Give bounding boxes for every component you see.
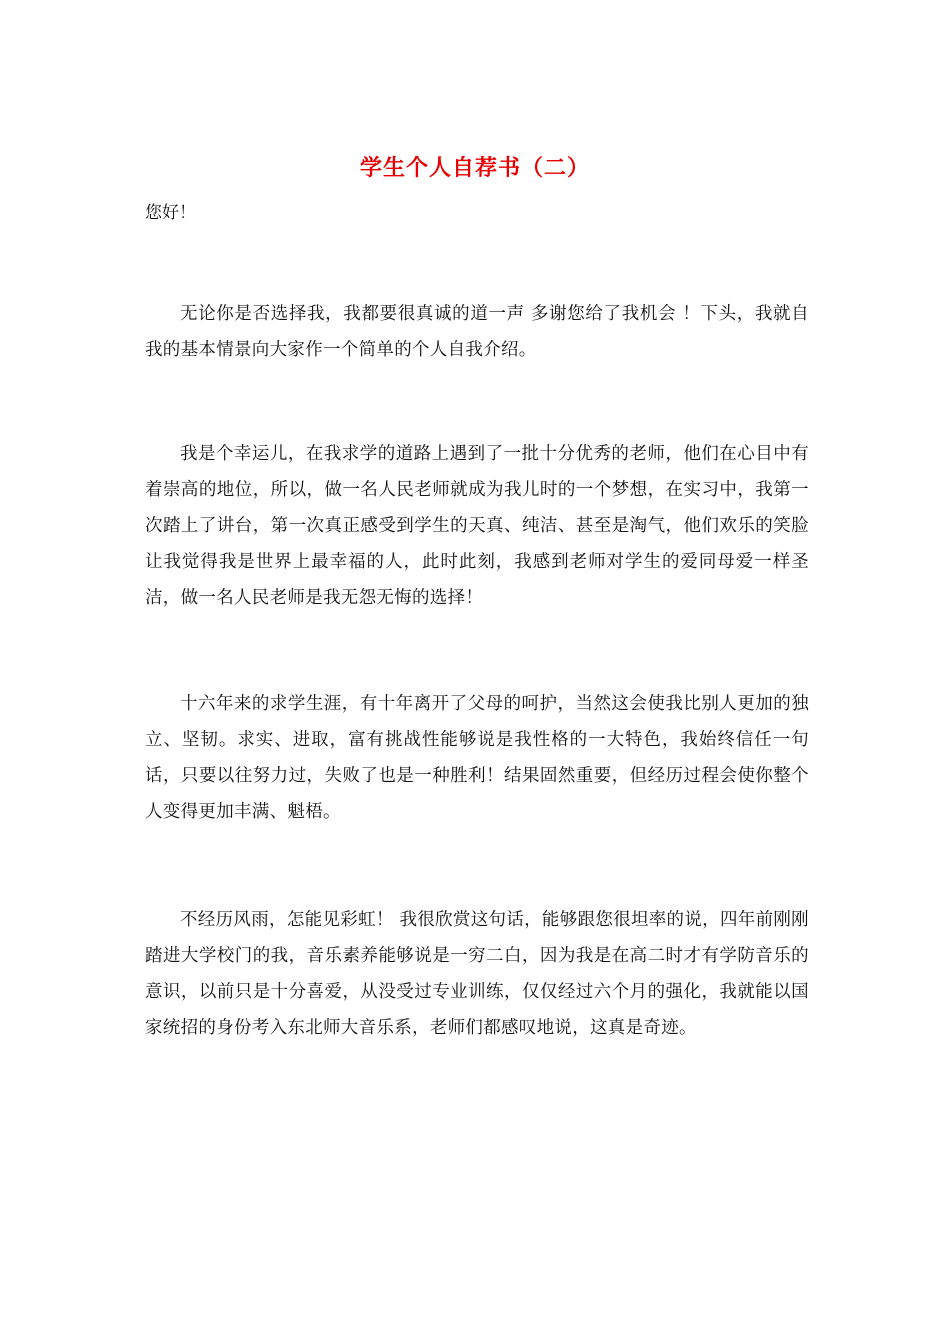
- greeting: 您好！: [145, 203, 196, 223]
- document-title: 学生个人自荐书（二）: [359, 155, 590, 181]
- paragraph-2: 我是个幸运儿，在我求学的道路上遇到了一批十分优秀的老师，他们在心目中有着崇高的地位，所以，做一名人民老师就成为我儿时的一个梦想，在实习中，我第一次踏上了讲台，第一次真正感受到学生的天真、纯洁、甚至是淘气，他们欢乐的笑脸让我觉得我是世界上最幸福的人，此时此刻，我感到老师对学生的爱同母爱一样圣洁，做一名人民老师是我无怨无悔的选择！: [145, 444, 809, 608]
- paragraph-3: 十六年来的求学生涯，有十年离开了父母的呵护，当然这会使我比别人更加的独立、坚韧。求实、进取，富有挑战性能够说是我性格的一大特色，我始终信任一句话，只要以往努力过，失败了也是一种胜利！结果固然重要，但经历过程会使你整个人变得更加丰满、魁梧。: [145, 694, 809, 822]
- paragraph-4: 不经历风雨，怎能见彩虹！ 我很欣赏这句话，能够跟您很坦率的说，四年前刚刚踏进大学校门的我，音乐素养能够说是一穷二白，因为我是在高二时才有学防音乐的意识，以前只是十分喜爱，从没受过专业训练，仅仅经过六个月的强化，我就能以国家统招的身份考入东北师大音乐系，老师们都感叹地说，这真是奇迹。: [145, 910, 809, 1038]
- paragraph-1: 无论你是否选择我，我都要很真诚的道一声 多谢您给了我机会 ！下头，我就自我的基本情景向大家作一个简单的个人自我介绍。: [145, 304, 809, 360]
